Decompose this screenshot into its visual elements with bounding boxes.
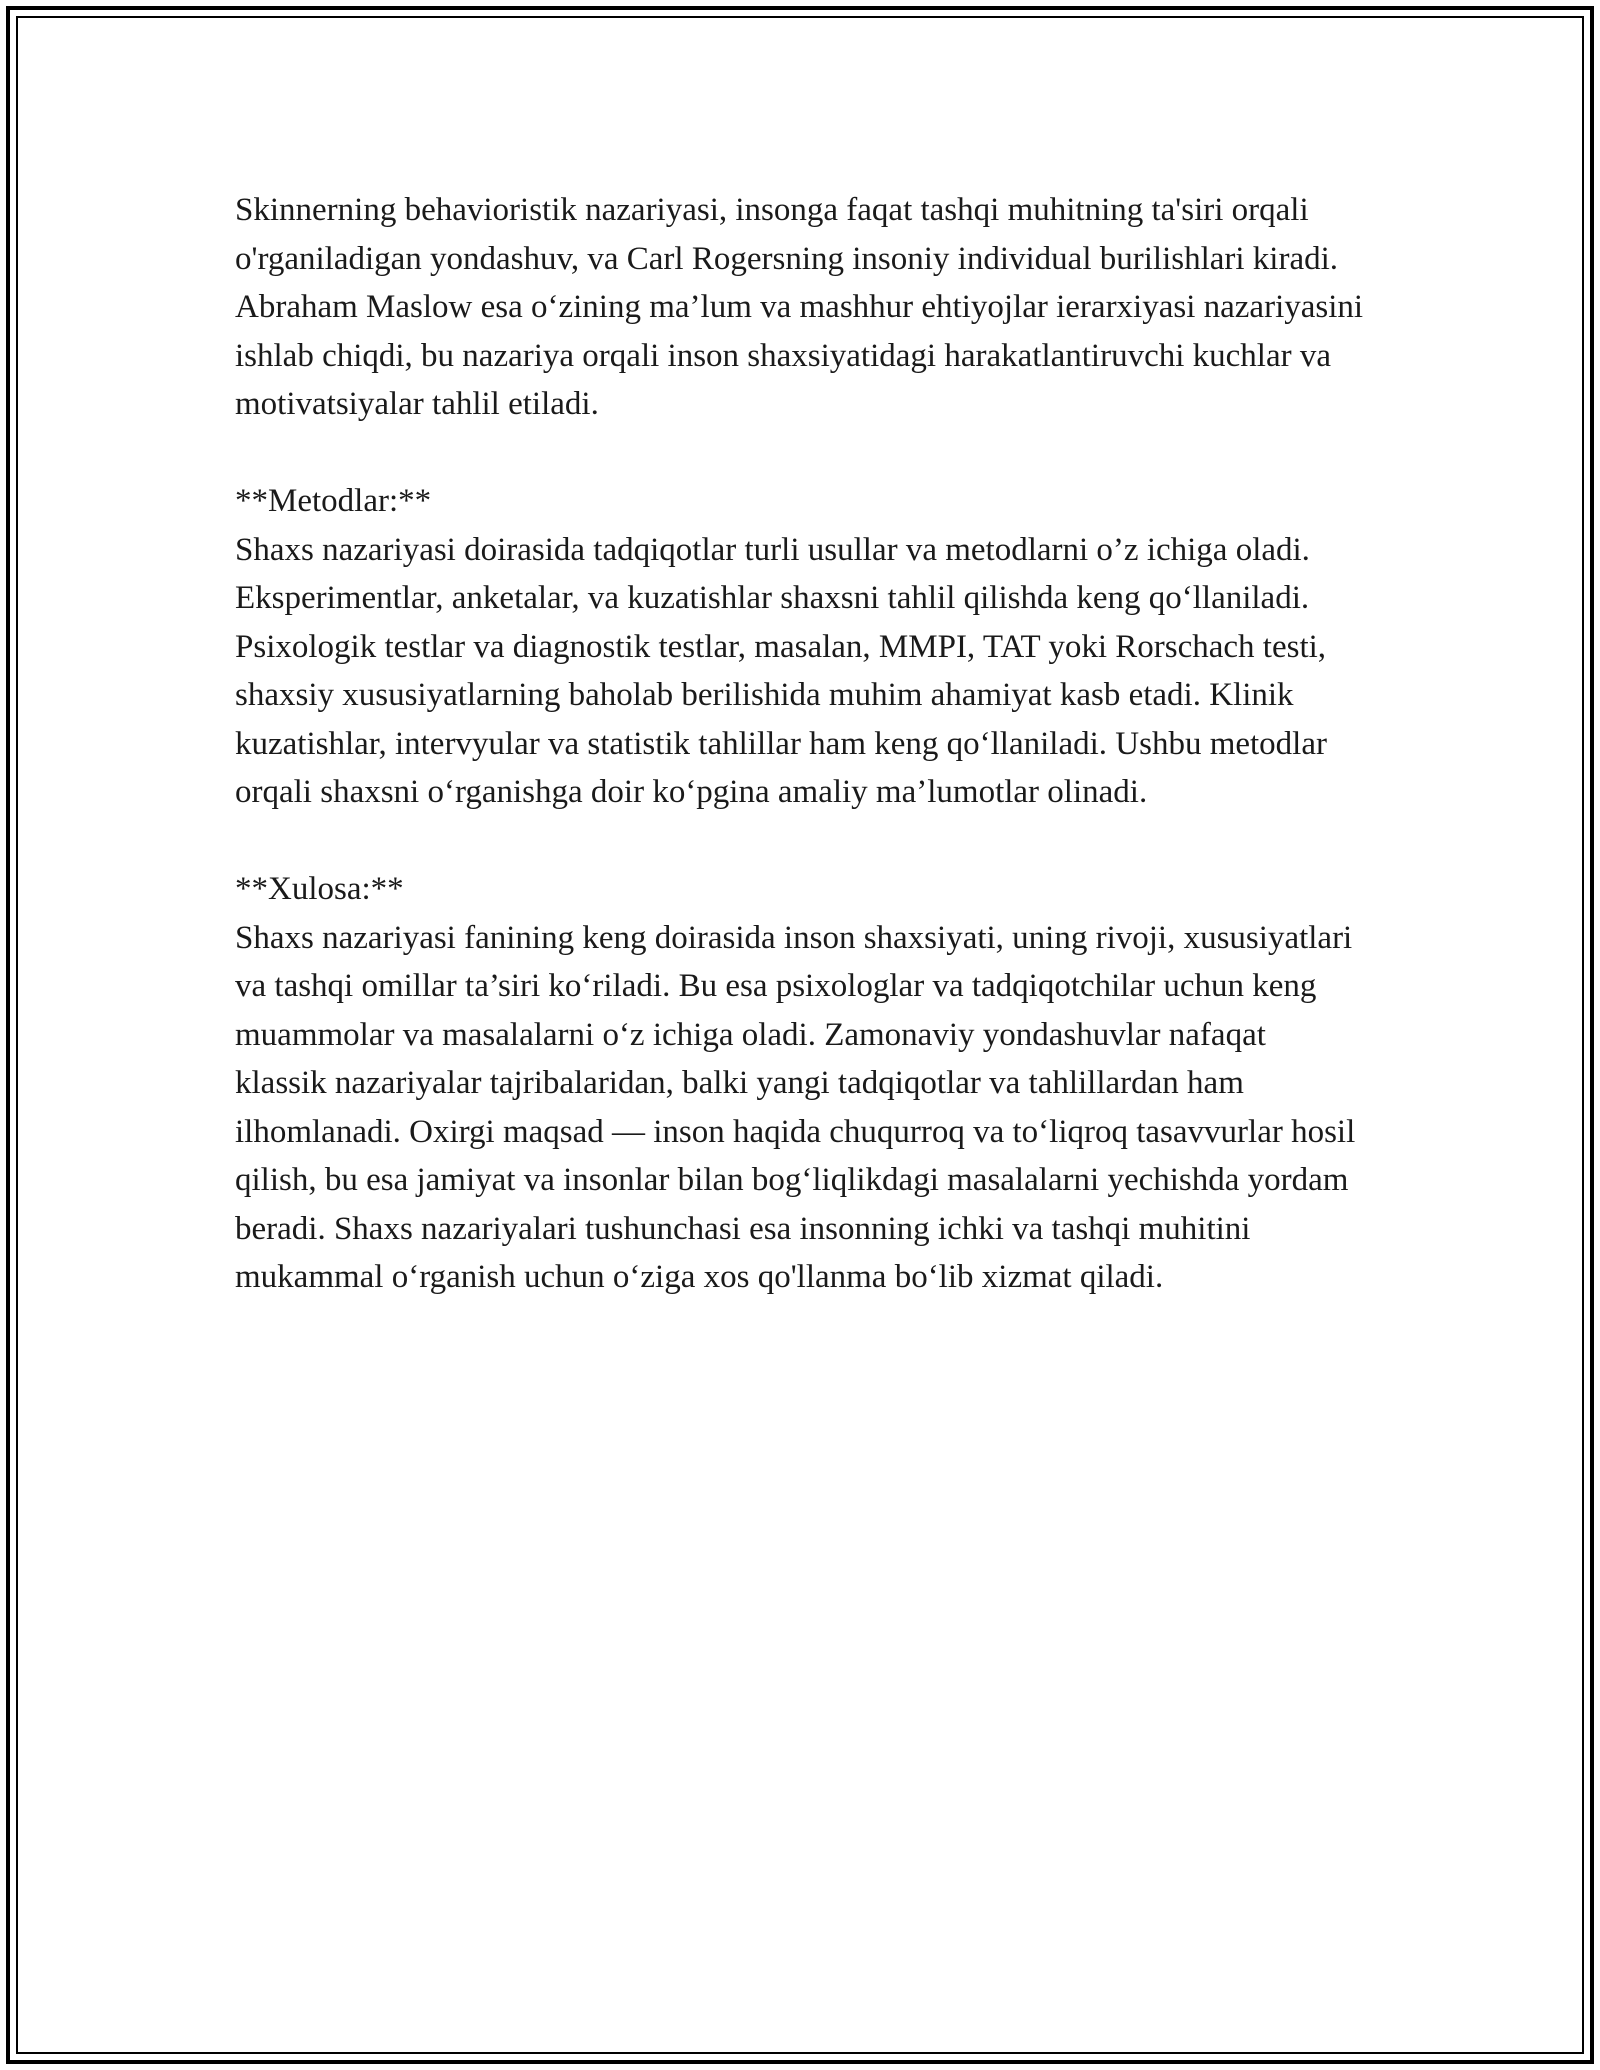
conclusion-paragraph: Shaxs nazariyasi fanining keng doirasida inson shaxsiyati, uning rivoji, xususiyatlari va tashqi omillar ta’siri ko‘riladi. Bu esa psixologlar va tadqiqotchilar uchun keng muammolar va masalalarni o‘z ichiga oladi. Zamonaviy yondashuvlar nafaqat klassik nazariyalar tajribalaridan, balki yangi tadqiqotlar va tahlillardan ham ilhomlanadi. Oxirgi maqsad — inson haqida chuqurroq va to‘liqroq tasavvurlar hosil qilish, bu esa jamiyat va insonlar bilan bog‘liqlikdagi masalalarni yechishda yordam beradi. Shaxs nazariyalari tushunchasi esa insonning ichki va tashqi muhitini mukammal o‘rganish uchun o‘ziga xos qo'llanma bo‘lib xizmat qiladi. bbox=[235, 919, 1364, 1295]
paragraph-spacer bbox=[235, 817, 1365, 866]
conclusion-heading: **Xulosa:** bbox=[235, 871, 404, 907]
methods-heading: **Metodlar:** bbox=[235, 483, 432, 519]
paragraph-spacer bbox=[235, 429, 1365, 478]
document-body bbox=[235, 186, 1372, 1302]
intro-paragraph: Skinnerning behavioristik nazariyasi, insonga faqat tashqi muhitning ta'siri orqali o'rganiladigan yondashuv, va Carl Rogersning insoniy individual burilishlari kiradi. Abraham Maslow esa o‘zining ma’lum va mashhur ehtiyojlar ierarxiyasi nazariyasini ishlab chiqdi, bu nazariya orqali inson shaxsiyatidagi harakatlantiruvchi kuchlar va motivatsiyalar tahlil etiladi. bbox=[235, 192, 1372, 422]
methods-paragraph: Shaxs nazariyasi doirasida tadqiqotlar turli usullar va metodlarni o’z ichiga oladi. Eksperimentlar, anketalar, va kuzatishlar shaxsni tahlil qilishda keng qo‘llaniladi. Psixologik testlar va diagnostik testlar, masalan, MMPI, TAT yoki Rorschach testi, shaxsiy xususiyatlarning baholab berilishida muhim ahamiyat kasb etadi. Klinik kuzatishlar, intervyular va statistik tahlillar ham keng qo‘llaniladi. Ushbu metodlar orqali shaxsni o‘rganishga doir ko‘pgina amaliy ma’lumotlar olinadi. bbox=[235, 531, 1336, 810]
